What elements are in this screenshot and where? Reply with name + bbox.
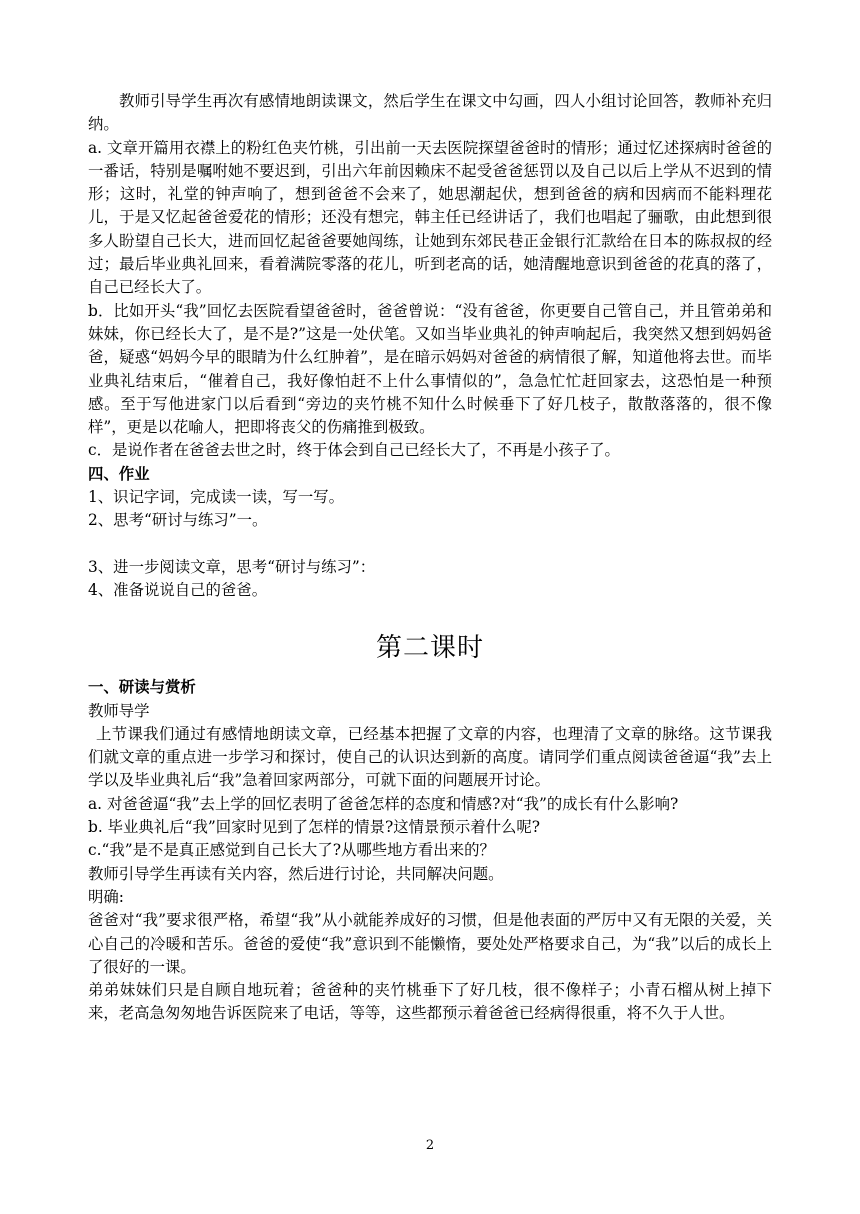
- guide-paragraph: 上节课我们通过有感情地朗读文章，已经基本把握了文章的内容，也理清了文章的脉络。这节课我们就文章的重点进一步学习和探讨，使自己的认识达到新的高度。请同学们重点阅读爸爸逼“我”去上学以及毕业典礼后“我”急着回家两部分，可就下面的问题展开讨论。: [88, 724, 772, 790]
- answer-a-paragraph: a. 文章开篇用衣襟上的粉红色夹竹桃，引出前一天去医院探望爸爸时的情形；通过忆述探病时爸爸的一番话，特别是嘱咐她不要迟到，引出六年前因赖床不起受爸爸惩罚以及自己以后上学从不迟到的情形；这时，礼堂的钟声响了，想到爸爸不会来了，她思潮起伏，想到爸爸的病和因病而不能料理花儿，于是又忆起爸爸爱花的情形；还没有想完，韩主任已经讲话了，我们也唱起了骊歌，由此想到很多人盼望自己长大，进而回忆起爸爸要她闯练，让她到东郊民巷正金银行汇款给在日本的陈叔叔的经过；最后毕业典礼回来，看着满院零落的花儿，听到老高的话，她清醒地意识到爸爸的花真的落了，自己已经长大了。: [88, 138, 772, 297]
- guide-label: 教师导学: [88, 701, 150, 720]
- section-heading: 一、研读与赏析: [88, 678, 196, 697]
- answer-b-paragraph: b．比如开头“我”回忆去医院看望爸爸时，爸爸曾说：“没有爸爸，你更要自己管自己，并且管弟弟和妹妹，你已经长大了，是不是?”这是一处伏笔。又如当毕业典礼的钟声响起后，我突然又想到妈妈爸爸，疑惑“妈妈今早的眼睛为什么红肿着”，是在暗示妈妈对爸爸的病情很了解，知道他将去世。而毕业典礼结束后，“催着自己，我好像怕赶不上什么事情似的”，急急忙忙赶回家去，这恐怕是一种预感。至于写他进家门以后看到“旁边的夹竹桃不知什么时候垂下了好几枝子，散散落落的，很不像样”，更是以花喻人，把即将丧父的伤痛推到极致。: [88, 301, 772, 437]
- page-number: 2: [425, 1138, 435, 1153]
- intro-paragraph: 教师引导学生再次有感情地朗读课文，然后学生在课文中勾画，四人小组讨论回答，教师补充归纳。: [88, 92, 772, 134]
- document-body: [88, 90, 772, 1026]
- homework-item: 3、进一步阅读文章，思考“研讨与练习”：: [88, 557, 376, 576]
- answer-paragraph-2: 弟弟妹妹们只是自顾自地玩着；爸爸种的夹竹桃垂下了好几枝，很不像样子；小青石榴从树上掉下来，老高急匆匆地告诉医院来了电话，等等，这些都预示着爸爸已经病得很重，将不久于人世。: [88, 981, 772, 1023]
- homework-item: 4、准备说说自己的爸爸。: [88, 580, 268, 599]
- lesson-title: 第二课时: [375, 633, 484, 664]
- question-c: c.“我”是不是真正感觉到自己长大了?从哪些地方看出来的？: [88, 841, 495, 860]
- blank-line: [88, 533, 772, 556]
- homework-item: 1、识记字词，完成读一读，写一写。: [88, 488, 345, 507]
- question-b: b. 毕业典礼后“我”回家时见到了怎样的情景?这情景预示着什么呢?: [88, 818, 541, 837]
- homework-item: 2、思考“研讨与练习”一。: [88, 511, 268, 530]
- answer-paragraph-1: 爸爸对“我”要求很严格，希望“我”从小就能养成好的习惯，但是他表面的严厉中又有无限的关爱，关心自己的冷暖和苦乐。爸爸的爱使“我”意识到不能懒惰，要处处严格要求自己，为“我”以后的成长上了很好的一课。: [88, 911, 772, 976]
- answer-c-paragraph: c．是说作者在爸爸去世之时，终于体会到自己已经长大了，不再是小孩子了。: [88, 441, 620, 460]
- instruction-paragraph: 教师引导学生再读有关内容，然后进行讨论，共同解决问题。: [88, 864, 504, 883]
- homework-heading: 四、作业: [88, 464, 150, 483]
- clarify-label: 明确:: [88, 887, 124, 906]
- question-a: a. 对爸爸逼“我”去上学的回忆表明了爸爸怎样的态度和情感?对“我”的成长有什么影响?: [88, 794, 679, 813]
